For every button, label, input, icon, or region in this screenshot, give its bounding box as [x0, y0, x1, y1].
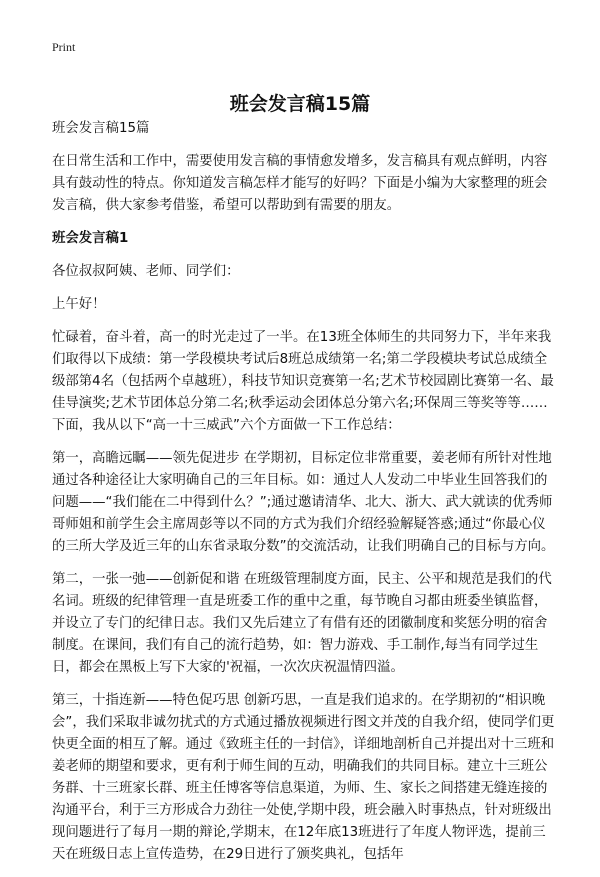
- morning-greeting: 上午好！: [52, 297, 106, 312]
- paragraph: 第二，一张一弛——创新促和谐 在班级管理制度方面，民主、公平和规范是我们的代名词。班级的纪律管理一直是班委工作的重中之重，每节晚自习都由班委坐镇监督，并设立了专门的纪律日志。我们又先后建立了有借有还的团徽制度和奖惩分明的宿舍制度。在课间，我们有自己的流行趋势，如：智力游戏、手工制作,每当有同学过生日，都会在黑板上写下大家的'祝福，一次次庆祝温情四溢。: [52, 572, 552, 675]
- paragraph: 第一，高瞻远瞩——领先促进步 在学期初，目标定位非常重要，姜老师有所针对性地通过各种途径让大家明确自己的三年目标。如：通过人人发动二中毕业生回答我们的问题——“我们能在二中得到什么？”;通过邀请清华、北大、浙大、武大就读的优秀师哥师姐和前学生会主席周彭等以不同的方式为我们介绍经验解疑答惑;通过“你最心仪的三所大学及近三年的山东省录取分数”的交流活动，让我们明确自己的目标与方向。: [52, 451, 555, 554]
- paragraph: 第三，十指连新——特色促巧思 创新巧思，一直是我们追求的。在学期初的“相识晚会”，我们采取非诚勿扰式的方式通过播放视频进行图文并茂的自我介绍，使同学们更快更全面的相互了解。通过《致班主任的一封信》，详细地剖析自己并提出对十三班和姜老师的期望和要求，更有利于师生间的互动，明确我们的共同目标。建立十三班公务群、十三班家长群、班主任博客等信息渠道，为师、生、家长之间搭建无缝连接的沟通平台，利于三方形成合力劲往一处使,学期中段，班会融入时事热点，针对班级出现问题进行了每月一期的辩论,学期末，在12年底13班进行了年度人物评选，提前三天在班级日志上宣传造势，在29日进行了颁奖典礼，包括年: [52, 693, 555, 862]
- paragraph: 忙碌着，奋斗着，高一的时光走过了一半。在13班全体师生的共同努力下，半年来我们取得以下成绩：第一学段模块考试后8班总成绩第一名;第二学段模块考试总成绩全级部第4名（包括两个卓越班），科技节知识竞赛第一名;艺术节校园剧比赛第一名、最佳导演奖;艺术节团体总分第二名;秋季运动会团体总分第六名;环保周三等奖等等……下面，我从以下“高一十三威武”六个方面做一下工作总结：: [52, 330, 554, 433]
- subtitle: 班会发言稿15篇: [52, 121, 150, 136]
- greeting: 各位叔叔阿姨、老师、同学们：: [52, 264, 240, 279]
- section-heading: 班会发言稿1: [52, 231, 129, 246]
- intro-paragraph: 在日常生活和工作中，需要使用发言稿的事情愈发增多，发言稿具有观点鲜明，内容具有鼓动性的特点。你知道发言稿怎样才能写的好吗？下面是小编为大家整理的班会发言稿，供大家参考借鉴，希望可以帮助到有需要的朋友。: [52, 154, 548, 213]
- page-title: 班会发言稿15篇: [229, 92, 371, 115]
- document-body: [52, 118, 558, 877]
- print-label: Print: [52, 40, 76, 54]
